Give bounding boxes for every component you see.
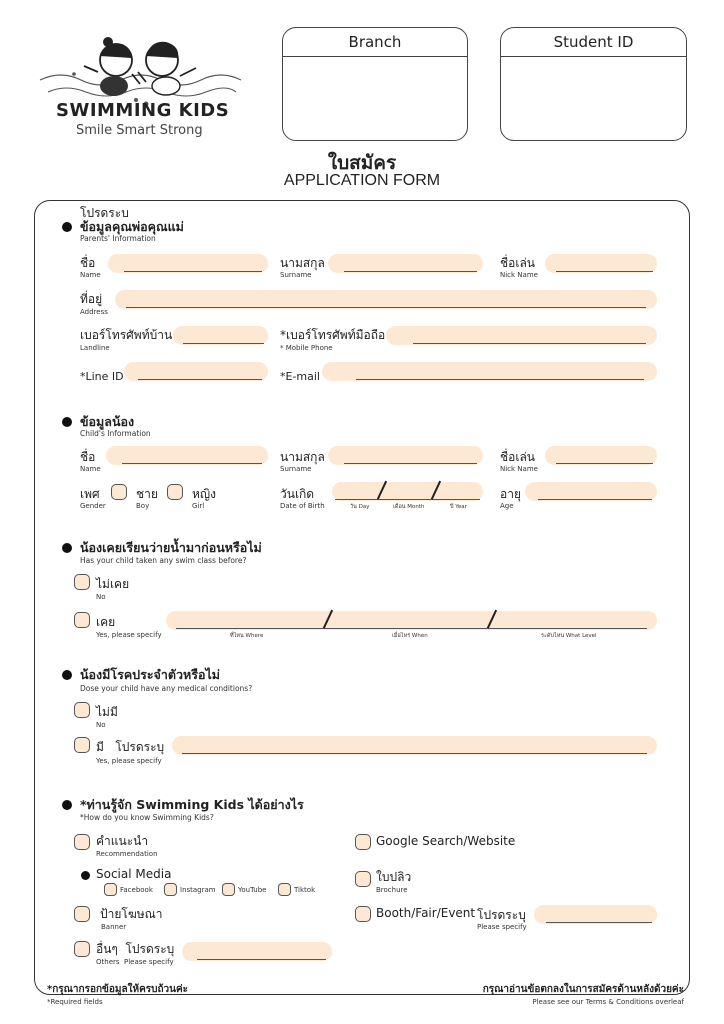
facebook-label: Facebook (120, 886, 153, 894)
booth-specify-label: โปรดระบุ (477, 908, 526, 922)
gender-boy-checkbox[interactable] (111, 484, 127, 500)
dob-month: เดือน Month (393, 504, 425, 510)
swim-level: ระดับไหน What Level (541, 633, 597, 639)
branch-label: Branch (283, 28, 467, 57)
medical-subtitle: Dose your child have any medical conditions? (80, 684, 253, 693)
parent-surname-field[interactable] (328, 254, 483, 273)
bullet-icon (81, 871, 90, 880)
landline-label-en: Landline (80, 344, 110, 352)
gender-label-en: Gender (80, 502, 106, 510)
child-nick-label-en: Nick Name (500, 465, 538, 473)
swim-title: น้องเคยเรียนว่ายน้ำมาก่อนหรือไม่ (80, 540, 262, 555)
parent-nick-label: ชื่อเล่น (500, 256, 536, 270)
medical-no-checkbox[interactable] (74, 702, 90, 718)
child-name-label: ชื่อ (80, 450, 96, 464)
logo-tagline: Smile Smart Strong (76, 123, 203, 138)
social-media-label: Social Media (96, 867, 172, 881)
student-id-label: Student ID (501, 28, 686, 57)
mobile-label-en: * Mobile Phone (280, 344, 333, 352)
booth-specify-label-en: Please specify (477, 923, 527, 931)
banner-checkbox[interactable] (74, 906, 90, 922)
medical-no-label: ไม่มี (96, 705, 118, 719)
banner-label-en: Banner (101, 923, 127, 931)
mobile-label: *เบอร์โทรศัพท์มือถือ (280, 328, 386, 342)
boy-label: ชาย (136, 487, 158, 501)
google-label: Google Search/Website (376, 834, 516, 848)
youtube-label: YouTube (238, 886, 267, 894)
swim-when: เมื่อไหร่ When (392, 633, 428, 639)
brochure-checkbox[interactable] (355, 871, 371, 887)
age-label-en: Age (500, 502, 514, 510)
parent-name-field[interactable] (108, 254, 268, 273)
dob-day: วัน Day (350, 504, 370, 510)
dob-year: ปี Year (450, 504, 467, 510)
parent-nick-field[interactable] (545, 254, 657, 273)
swimming-kids-logo-icon (36, 22, 246, 112)
swim-where: ที่ไหน Where (230, 633, 264, 639)
child-name-label-en: Name (80, 465, 101, 473)
bullet-icon (62, 800, 72, 810)
swim-no-checkbox[interactable] (74, 574, 90, 590)
required-note: *กรุณากรอกข้อมูลให้ครบถ้วนค่ะ (47, 984, 189, 995)
logo-brand: SWIMMING KIDS (56, 100, 230, 121)
google-checkbox[interactable] (355, 834, 371, 850)
dob-label-en: Date of Birth (280, 502, 325, 510)
recommendation-checkbox[interactable] (74, 834, 90, 850)
instagram-checkbox[interactable] (164, 883, 177, 896)
landline-label: เบอร์โทรศัพท์บ้าน (80, 328, 173, 342)
address-label-en: Address (80, 308, 108, 316)
child-nick-label: ชื่อเล่น (500, 450, 536, 464)
swim-yes-label-en: Yes, please specify (96, 631, 162, 639)
bullet-icon (62, 222, 72, 232)
source-title: *ท่านรู้จัก Swimming Kids ได้อย่างไร (80, 797, 304, 812)
pre-note: โปรดระบ (80, 206, 129, 220)
medical-yes-label: มี โปรดระบุ (96, 740, 165, 754)
girl-label-en: Girl (192, 502, 205, 510)
brochure-label-en: Brochure (376, 886, 408, 894)
others-specify-field[interactable] (182, 942, 332, 961)
swim-no-label: ไม่เคย (96, 577, 130, 591)
bullet-icon (62, 417, 72, 427)
booth-label: Booth/Fair/Event (376, 906, 476, 920)
email-field[interactable] (322, 362, 657, 381)
mobile-field[interactable] (386, 326, 657, 345)
line-id-label: *Line ID (80, 370, 124, 383)
line-id-field[interactable] (124, 362, 268, 381)
girl-label: หญิง (192, 487, 216, 501)
age-label: อายุ (500, 487, 521, 501)
boy-label-en: Boy (136, 502, 150, 510)
required-note-en: *Required fields (47, 998, 103, 1006)
form-title-en: APPLICATION FORM (283, 172, 441, 189)
child-surname-field[interactable] (328, 446, 483, 465)
parent-nick-label-en: Nick Name (500, 271, 538, 279)
parent-name-label-en: Name (80, 271, 101, 279)
medical-specify-field[interactable] (172, 736, 657, 755)
child-subtitle: Child's Information (80, 429, 151, 438)
child-name-field[interactable] (106, 446, 268, 465)
swim-subtitle: Has your child taken any swim class before? (80, 556, 247, 565)
gender-label: เพศ (80, 487, 100, 501)
terms-note-en: Please see our Terms & Conditions overleaf (532, 998, 684, 1006)
terms-note[interactable]: กรุณาอ่านข้อตกลงในการสมัครด้านหลังด้วยค่ะ (482, 984, 684, 995)
parent-surname-label-en: Surname (280, 271, 312, 279)
booth-specify-field[interactable] (534, 905, 657, 924)
parents-subtitle: Parents' Information (80, 234, 156, 243)
child-title: ข้อมูลน้อง (80, 414, 135, 429)
source-subtitle: *How do you know Swimming Kids? (80, 813, 214, 822)
landline-field[interactable] (173, 326, 268, 345)
tiktok-label: Tiktok (294, 886, 316, 894)
recommendation-label-en: Recommendation (96, 850, 158, 858)
medical-title: น้องมีโรคประจำตัวหรือไม่ (80, 667, 221, 682)
youtube-checkbox[interactable] (222, 883, 235, 896)
instagram-label: Instagram (180, 886, 216, 894)
facebook-checkbox[interactable] (104, 883, 117, 896)
others-label-en: Others Please specify (96, 958, 174, 966)
address-label: ที่อยู่ (80, 292, 103, 306)
parents-title: ข้อมูลคุณพ่อคุณแม่ (80, 219, 184, 234)
swim-yes-label: เคย (96, 615, 116, 629)
others-checkbox[interactable] (74, 941, 90, 957)
child-surname-label-en: Surname (280, 465, 312, 473)
branch-box[interactable] (282, 27, 468, 141)
bullet-icon (62, 543, 72, 553)
gender-girl-checkbox[interactable] (167, 484, 183, 500)
brochure-label: ใบปลิว (376, 870, 412, 884)
logo (36, 22, 246, 142)
parent-surname-label: นามสกุล (280, 256, 325, 270)
banner-label: ป้ายโฆษณา (100, 907, 163, 921)
swim-yes-checkbox[interactable] (74, 612, 90, 628)
dob-label: วันเกิด (280, 487, 315, 501)
medical-no-label-en: No (96, 721, 106, 729)
address-field[interactable] (115, 290, 657, 309)
parent-name-label: ชื่อ (80, 256, 96, 270)
medical-yes-label-en: Yes, please specify (96, 757, 162, 765)
child-surname-label: นามสกุล (280, 450, 325, 464)
swim-no-label-en: No (96, 593, 106, 601)
form-title-th: ใบสมัคร (327, 152, 397, 174)
student-id-box[interactable] (500, 27, 687, 141)
child-nick-field[interactable] (545, 446, 657, 465)
email-label: *E-mail (280, 370, 320, 383)
medical-yes-checkbox[interactable] (74, 737, 90, 753)
others-label: อื่นๆ โปรดระบุ (96, 942, 175, 956)
tiktok-checkbox[interactable] (278, 883, 291, 896)
recommendation-label: คำแนะนำ (96, 834, 149, 848)
bullet-icon (62, 670, 72, 680)
swim-history-field[interactable] (166, 611, 657, 630)
dob-field[interactable] (332, 482, 483, 501)
booth-checkbox[interactable] (355, 906, 371, 922)
age-field[interactable] (525, 482, 657, 501)
